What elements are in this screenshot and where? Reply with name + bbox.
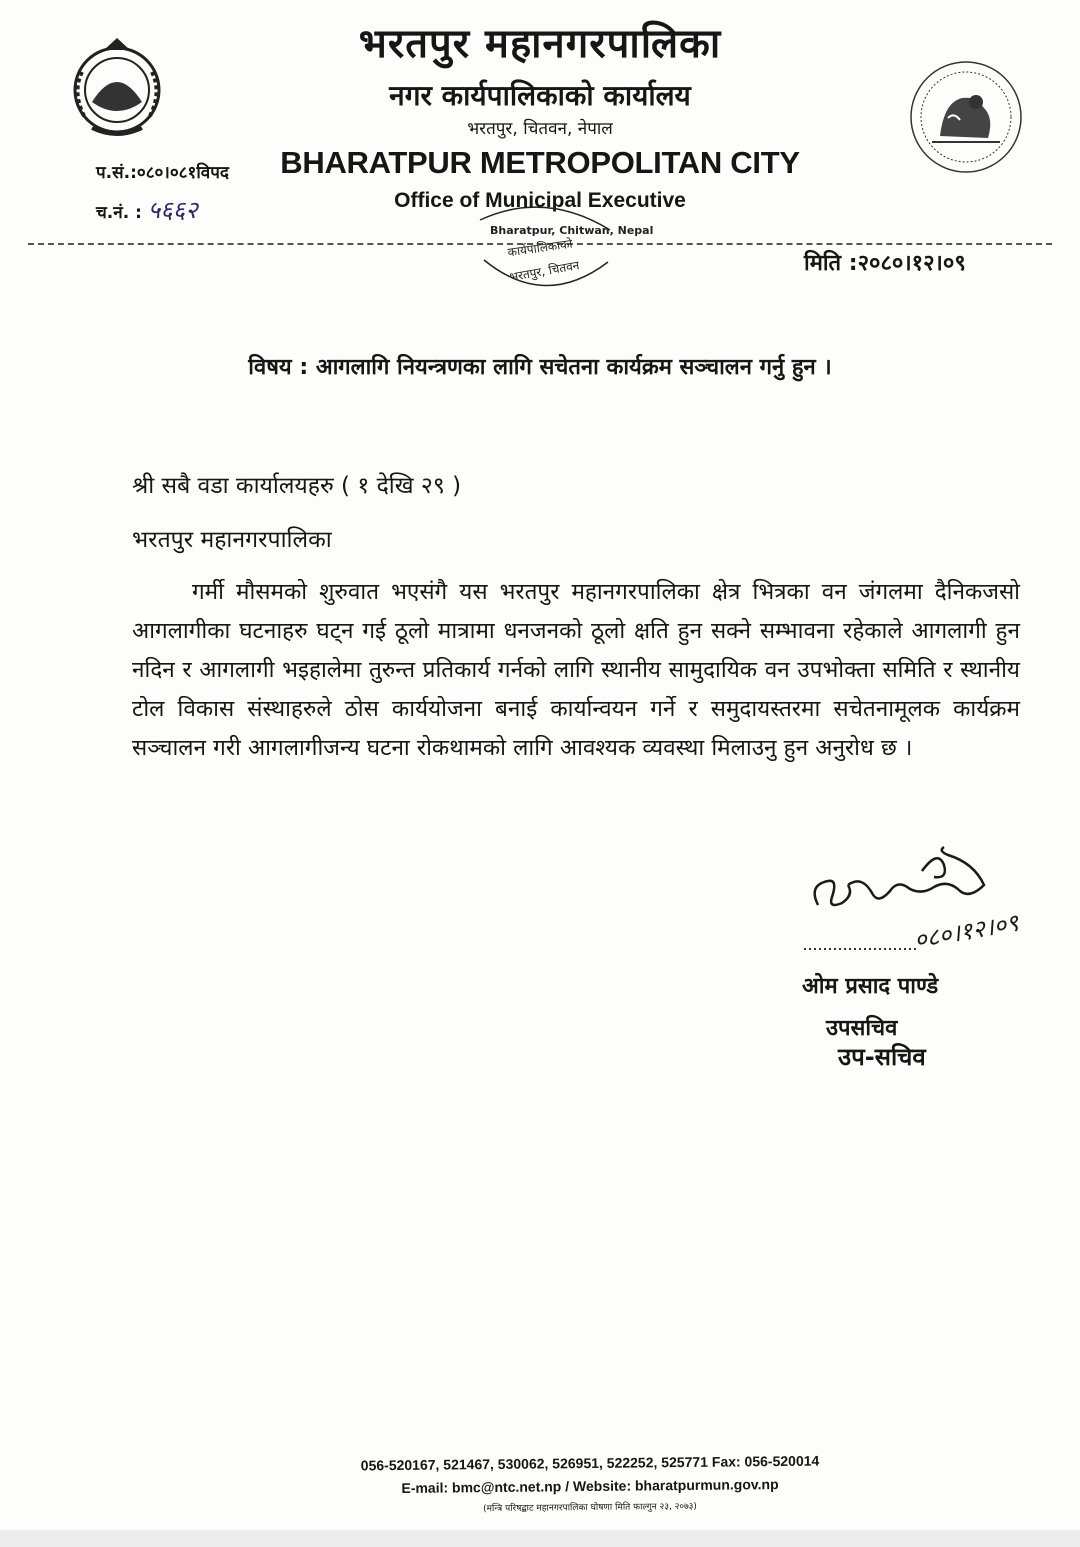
letter-body: गर्मी मौसमको शुरुवात भएसंगै यस भरतपुर महानगरपालिका क्षेत्र भित्रका वन जंगलमा दैनिकजसो आगलागीका घटनाहरु घट्न गई ठूलो मात्रामा धनजनको ठूलो क्षति हुन सक्ने सम्भावना रहेकाले आगलागी हुन नदिन र आगलागी भइहालेमा तुरुन्त प्रतिकार्य गर्नको लागि स्थानीय सामुदायिक वन उपभोक्ता समिति र स्थानीय टोल विकास संस्थाहरुले ठोस कार्ययोजना बनाई कार्यान्वयन गर्ने र समुदायस्तरमा सचेतनामूलक कार्यक्रम सञ्चालन गरी आगलागीजन्य घटना रोकथामको लागि आवश्यक व्यवस्था मिलाउनु हुन अनुरोध छ ।: [132, 579, 1020, 761]
signature-mark: [798, 845, 1038, 955]
date-label: मिति :: [804, 251, 858, 276]
reference-label: प.सं.:: [96, 163, 137, 183]
recipient-organization: भरतपुर महानगरपालिका: [132, 527, 332, 553]
seal-text-2: कार्यपालिकाको: [506, 236, 574, 260]
subject-label: विषय :: [248, 355, 309, 380]
dispatch-label: च.नं. :: [96, 203, 142, 223]
reference-number: [96, 160, 229, 183]
recipient-line: श्री सबै वडा कार्यालयहरु ( १ देखि २९ ): [132, 473, 462, 499]
dispatch-number: [96, 193, 198, 226]
signer-title-stamp: उपसचिव: [826, 1016, 898, 1041]
footer-contact-phones: 056-520167, 521467, 530062, 526951, 522252, 525771 Fax: 056-520014: [360, 1452, 820, 1474]
reference-value: ०८०।०८१विपद: [136, 163, 229, 183]
signature-date: ०८०।१२।०९: [911, 908, 1021, 955]
dispatch-value: ५६६२: [147, 196, 198, 224]
seal-text-1: Bharatpur, Chitwan, Nepal: [490, 224, 654, 237]
org-name-english: BHARATPUR METROPOLITAN CITY: [280, 145, 800, 180]
letter-date: [798, 247, 972, 277]
signer-title: उप-सचिव: [838, 1043, 926, 1071]
signer-name: ओम प्रसाद पाण्डे: [802, 974, 939, 999]
address-nepali: भरतपुर, चितवन, नेपाल: [467, 119, 613, 139]
subject-text: आगलागि नियन्त्रणका लागि सचेतना कार्यक्रम सञ्चालन गर्नु हुन ।: [315, 355, 832, 380]
office-seal-stamp: [470, 200, 654, 300]
screen-bottom-band: [0, 1530, 1080, 1547]
subject-line: [100, 351, 980, 381]
office-name-nepali: नगर कार्यपालिकाको कार्यालय: [389, 79, 691, 112]
city-logo-icon: [904, 58, 1028, 176]
footer-declaration-note: (मन्त्रि परिषद्बाट महानगरपालिका घोषणा मिति फाल्गुन २३, २०७३): [483, 1501, 697, 1515]
nepal-emblem-icon: [62, 32, 172, 142]
date-value: २०८०।१२।०९: [857, 251, 966, 276]
office-name-english: Office of Municipal Executive: [394, 189, 686, 212]
seal-text-3: भरतपुर, चितवन: [508, 258, 581, 285]
org-name-nepali: भरतपुर महानगरपालिका: [358, 21, 722, 67]
footer-email-website: E-mail: bmc@ntc.net.np / Website: bharatpurmun.gov.np: [401, 1476, 779, 1496]
